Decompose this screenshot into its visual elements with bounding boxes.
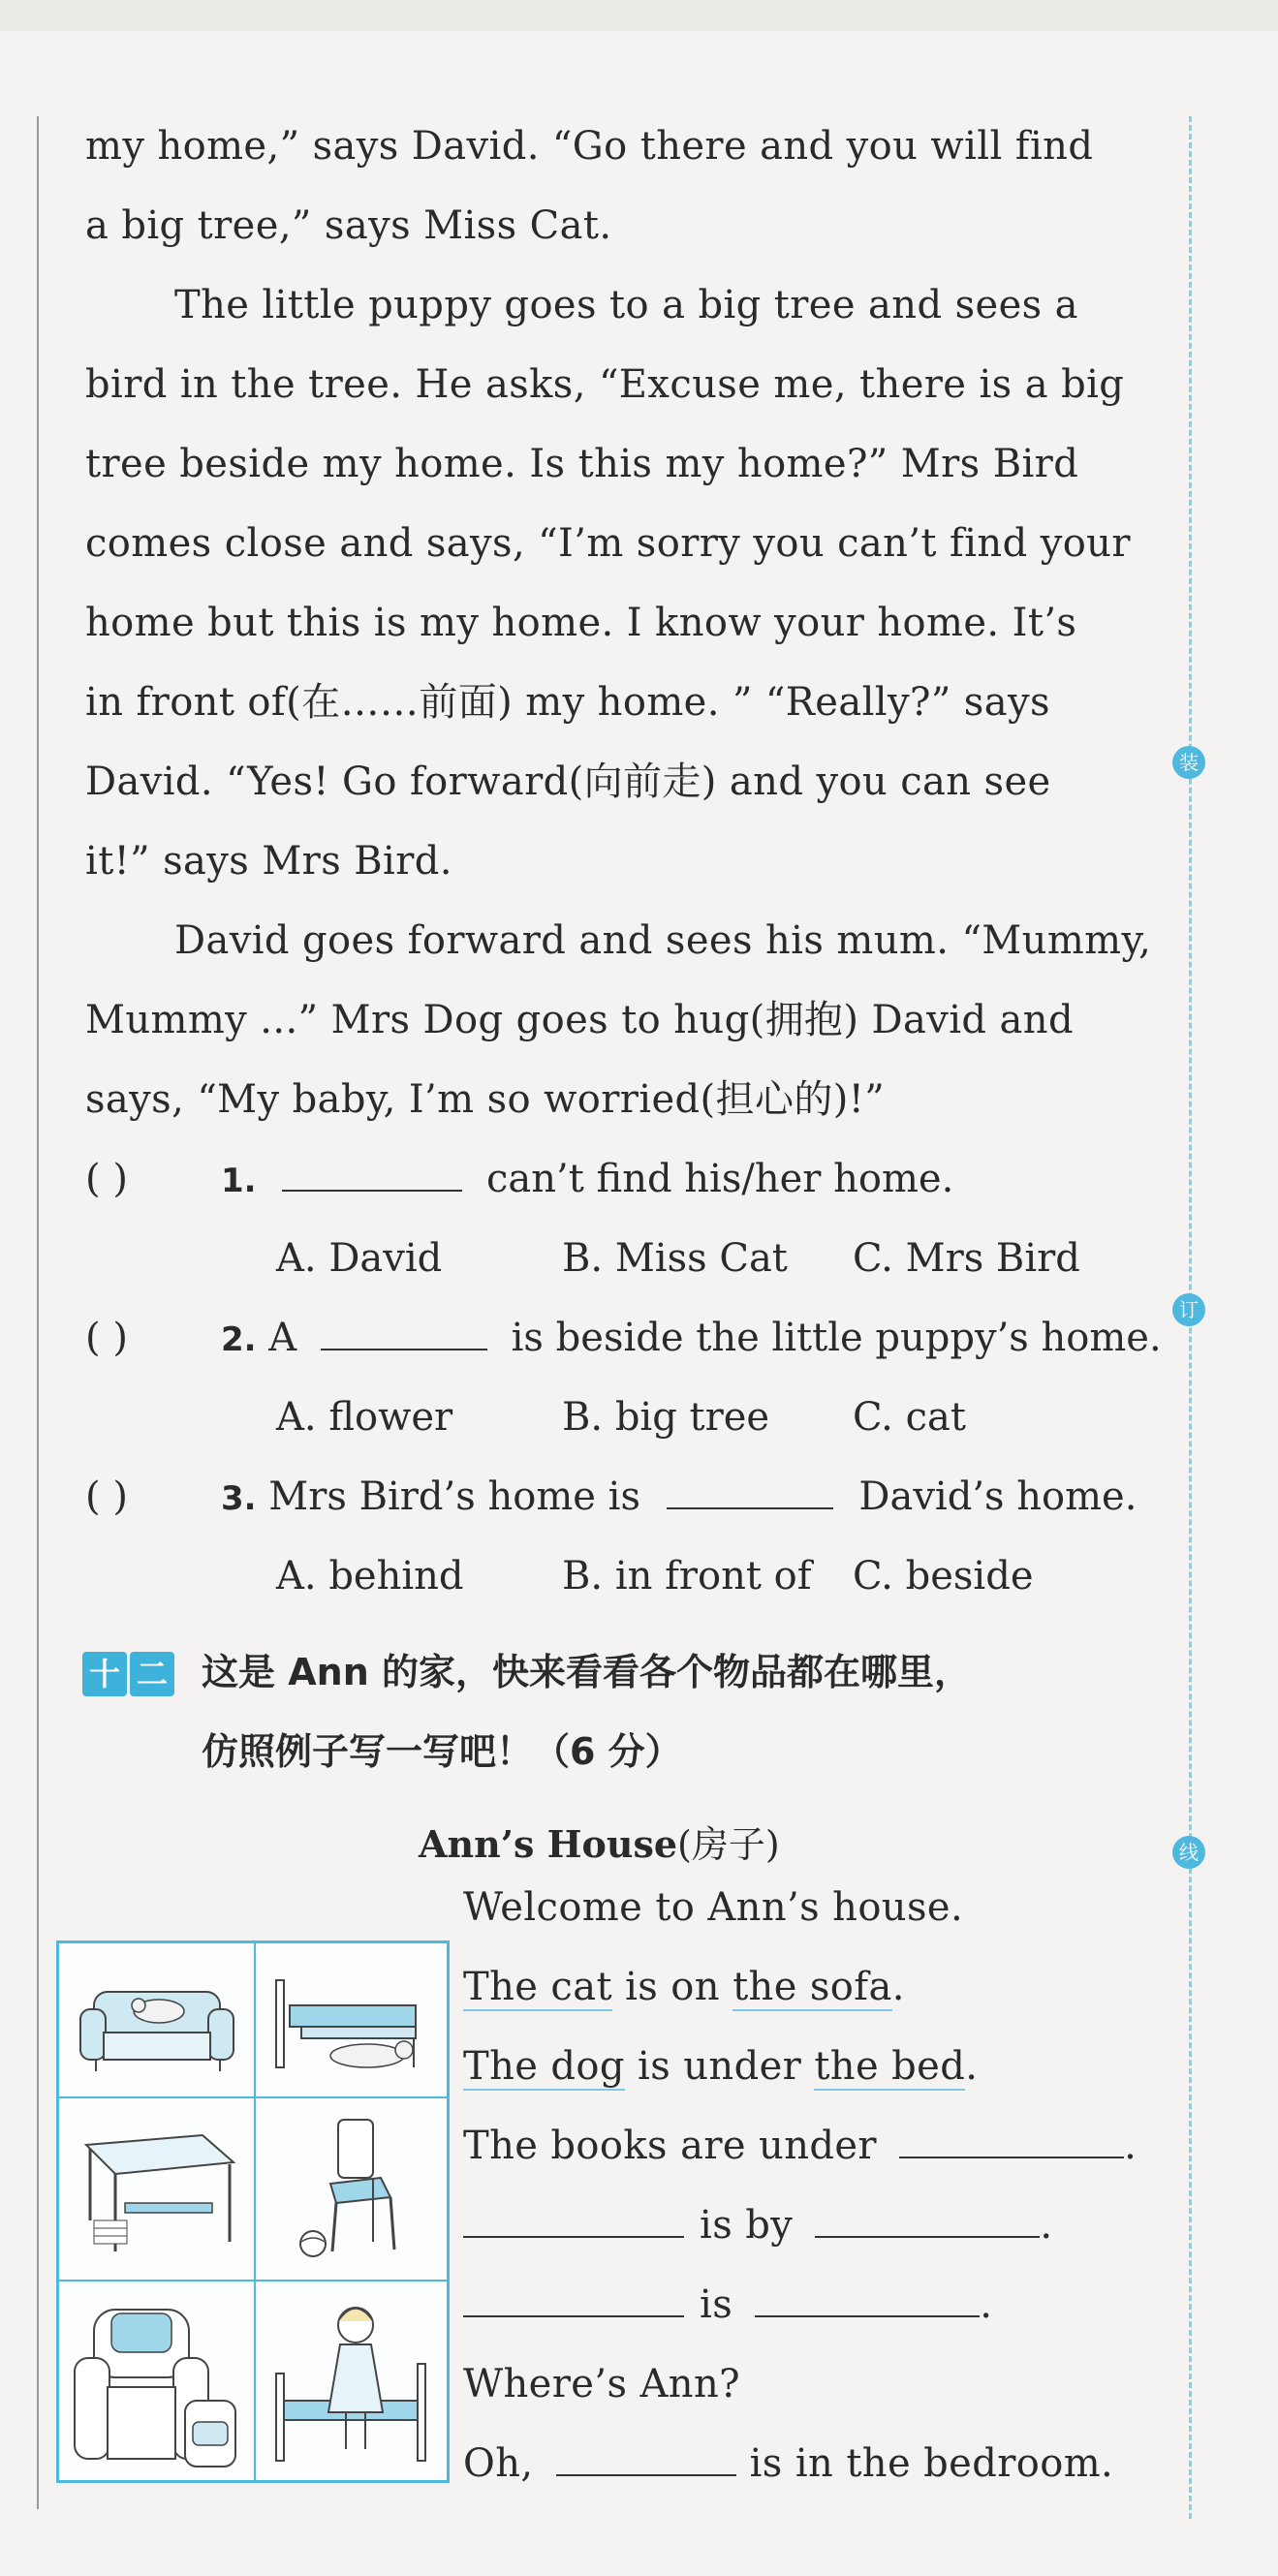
binding-mark-zhuang: 装 bbox=[1172, 746, 1205, 779]
story-line: home but this is my home. I know your home. It’s bbox=[85, 601, 1077, 645]
section-number-badge bbox=[82, 1652, 177, 1696]
fill-period: . bbox=[1124, 2124, 1138, 2168]
fill-text: is bbox=[700, 2282, 733, 2327]
question-number: 1. bbox=[221, 1162, 257, 1200]
question-number: 2. bbox=[221, 1320, 257, 1359]
fill-text: is by bbox=[700, 2203, 794, 2248]
example-line-2 bbox=[463, 2043, 978, 2090]
answer-blank[interactable] bbox=[815, 2207, 1040, 2238]
fill-period: . bbox=[980, 2282, 993, 2327]
armchair-with-bag-picture bbox=[65, 2286, 249, 2478]
story-line: a big tree,” says Miss Cat. bbox=[85, 203, 612, 248]
fill-text: is in the bedroom. bbox=[749, 2441, 1114, 2486]
example-subject: The dog bbox=[463, 2044, 625, 2089]
story-line: bird in the tree. He asks, “Excuse me, there is a big bbox=[85, 362, 1125, 407]
option-a: A. David bbox=[276, 1236, 443, 1281]
example-verb: is on bbox=[611, 1965, 733, 2009]
example-object: the sofa bbox=[733, 1965, 892, 2009]
house-title-cn: (房子) bbox=[677, 1823, 780, 1866]
bed-with-girl-picture bbox=[263, 2286, 443, 2478]
question-3 bbox=[221, 1474, 1137, 1522]
example-subject: The cat bbox=[463, 1965, 612, 2009]
chair-with-ball-picture bbox=[263, 2106, 443, 2271]
story-line: in front of(在……前面) my home. ” “Really?” says bbox=[85, 680, 1050, 725]
story-line: The little puppy goes to a big tree and sees a bbox=[174, 283, 1078, 327]
example-object: the bed bbox=[814, 2044, 966, 2089]
house-title bbox=[419, 1821, 780, 1868]
question-text: David’s home. bbox=[858, 1474, 1138, 1519]
story-line: my home,” says David. “Go there and you will find bbox=[85, 124, 1094, 169]
option-b: B. Miss Cat bbox=[562, 1236, 788, 1281]
question-text-before: A bbox=[268, 1316, 297, 1360]
option-c: C. Mrs Bird bbox=[853, 1236, 1080, 1281]
table-with-books-picture bbox=[67, 2106, 247, 2271]
house-title-en: Ann’s House bbox=[419, 1822, 678, 1866]
fill-line-6: Where’s Ann? bbox=[463, 2362, 740, 2406]
example-period: . bbox=[891, 1965, 905, 2009]
binding-mark-ding: 订 bbox=[1172, 1293, 1205, 1326]
house-welcome: Welcome to Ann’s house. bbox=[463, 1885, 964, 1930]
fill-line-3 bbox=[463, 2123, 1137, 2169]
answer-blank[interactable] bbox=[463, 2286, 684, 2317]
question-text-before: Mrs Bird’s home is bbox=[268, 1474, 640, 1519]
room-picture-grid bbox=[56, 1940, 450, 2483]
fill-text: Oh, bbox=[463, 2441, 534, 2486]
top-strip bbox=[0, 0, 1278, 31]
story-line: David goes forward and sees his mum. “Mummy, bbox=[174, 918, 1152, 963]
answer-paren-3[interactable]: ( ) bbox=[85, 1474, 128, 1519]
answer-blank[interactable] bbox=[667, 1478, 833, 1509]
left-margin-rule bbox=[37, 116, 39, 2509]
answer-blank[interactable] bbox=[463, 2207, 684, 2238]
example-verb: is under bbox=[624, 2044, 815, 2089]
story-line: tree beside my home. Is this my home?” Mrs Bird bbox=[85, 442, 1079, 486]
question-text: can’t find his/her home. bbox=[486, 1157, 954, 1201]
section-title: 这是 Ann 的家，快来看看各个物品都在哪里， bbox=[202, 1651, 971, 1693]
option-a: A. behind bbox=[276, 1554, 464, 1598]
story-line: Mummy ...” Mrs Dog goes to hug(拥抱) David and bbox=[85, 998, 1074, 1042]
answer-blank[interactable] bbox=[282, 1161, 462, 1192]
fill-line-4 bbox=[463, 2202, 1053, 2249]
story-line: says, “My baby, I’m so worried(担心的)!” bbox=[85, 1077, 886, 1122]
story-line: it!” says Mrs Bird. bbox=[85, 839, 452, 884]
badge-char: 十 bbox=[82, 1652, 127, 1696]
bed-with-dog-picture bbox=[263, 1951, 443, 2092]
story-line: David. “Yes! Go forward(向前走) and you can see bbox=[85, 760, 1051, 804]
example-period: . bbox=[965, 2044, 979, 2089]
option-b: B. in front of bbox=[562, 1554, 812, 1598]
question-2 bbox=[221, 1315, 1162, 1363]
option-b: B. big tree bbox=[562, 1395, 770, 1440]
badge-char: 二 bbox=[130, 1652, 174, 1696]
story-line: comes close and says, “I’m sorry you can’t find your bbox=[85, 521, 1131, 566]
question-number: 3. bbox=[221, 1479, 257, 1518]
fill-text: The books are under bbox=[463, 2124, 877, 2168]
binding-mark-xian: 线 bbox=[1172, 1836, 1205, 1869]
question-1 bbox=[221, 1156, 953, 1204]
answer-blank[interactable] bbox=[321, 1319, 487, 1350]
answer-blank[interactable] bbox=[755, 2286, 980, 2317]
fill-period: . bbox=[1040, 2203, 1053, 2248]
answer-paren-2[interactable]: ( ) bbox=[85, 1316, 128, 1360]
fill-line-5 bbox=[463, 2281, 992, 2328]
answer-blank[interactable] bbox=[899, 2127, 1124, 2158]
answer-blank[interactable] bbox=[556, 2445, 736, 2476]
option-c: C. cat bbox=[853, 1395, 966, 1440]
answer-paren-1[interactable]: ( ) bbox=[85, 1157, 128, 1201]
sofa-with-cat-picture bbox=[67, 1951, 247, 2092]
option-c: C. beside bbox=[853, 1554, 1034, 1598]
question-text: is beside the little puppy’s home. bbox=[511, 1316, 1162, 1360]
example-line-1 bbox=[463, 1964, 905, 2010]
section-title-line2: 仿照例子写一写吧！（6 分） bbox=[202, 1730, 682, 1773]
option-a: A. flower bbox=[276, 1395, 453, 1440]
fill-line-7 bbox=[463, 2440, 1113, 2487]
